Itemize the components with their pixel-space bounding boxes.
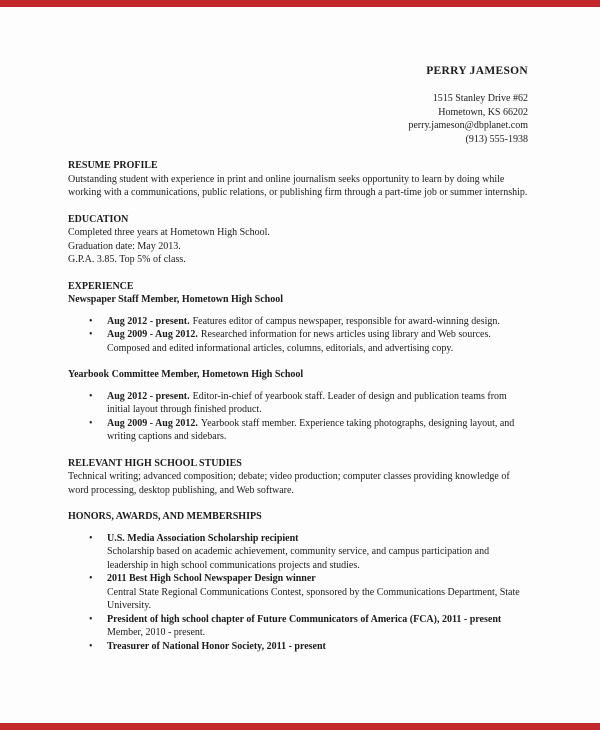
honors-item-detail: Member, 2010 - present. (107, 627, 206, 638)
honors-item-title: • U.S. Media Association Scholarship recipient (107, 532, 299, 544)
section-heading-experience: EXPERIENCE (68, 280, 134, 292)
resume-document (68, 64, 528, 653)
job-newspaper (68, 293, 528, 355)
address-line-2: Hometown, KS 66202 (438, 106, 528, 118)
education-line: G.P.A. 3.85. Top 5% of class. (68, 254, 186, 265)
studies-text: Technical writing; advanced composition; debate; video production; computer classes providing knowledge of word processing, desktop publishing, and Web software. (68, 471, 510, 496)
bullet-description: Researched information for news articles using library and Web sources. Composed and edited informational articles, columns, editorials, and advertising copy. (107, 329, 491, 354)
profile-text: Outstanding student with experience in print and online journalism seeks opportunity to learn by doing while working with a communications, public relations, or publishing firm through a part-time job or summer internship. (68, 173, 528, 198)
honors-item-title: • Treasurer of National Honor Society, 2011 - present (107, 640, 326, 652)
candidate-name: PERRY JAMESON (426, 65, 528, 77)
bullet-period: Aug 2012 - present. (107, 390, 190, 402)
honors-item (68, 572, 528, 613)
experience-bullet (68, 390, 528, 417)
education-line: Graduation date: May 2013. (68, 240, 181, 252)
section-heading-honors: HONORS, AWARDS, AND MEMBERSHIPS (68, 511, 262, 522)
honors-list (68, 532, 528, 654)
honors-item (68, 613, 528, 640)
bullet-description: Editor-in-chief of yearbook staff. Leader of design and publication teams from initial layout through finished product. (107, 390, 507, 415)
job-title: Newspaper Staff Member, Hometown High School (68, 294, 283, 305)
education-line: Completed three years at Hometown High School. (68, 227, 270, 238)
honors-item-title: • 2011 Best High School Newspaper Design winner (107, 573, 316, 584)
experience-bullet (68, 328, 528, 355)
section-heading-studies: RELEVANT HIGH SCHOOL STUDIES (68, 457, 242, 469)
honors-item-detail: Central State Regional Communications Contest, sponsored by the Communications Department, State University. (107, 586, 520, 611)
bullet-period: Aug 2009 - Aug 2012. (107, 417, 198, 429)
experience-bullet-list (68, 390, 528, 444)
honors-item-title: • President of high school chapter of Future Communicators of America (FCA), 2011 - present (107, 613, 502, 625)
job-yearbook (68, 368, 528, 444)
bottom-accent-bar (0, 723, 600, 730)
section-heading-profile: RESUME PROFILE (68, 160, 158, 171)
top-accent-bar (0, 0, 600, 7)
experience-bullet-list (68, 315, 528, 356)
honors-item (68, 640, 528, 654)
job-title: Yearbook Committee Member, Hometown High School (68, 369, 304, 380)
honors-item-detail: Scholarship based on academic achievement, community service, and campus participation and leadership in high school communications projects and studies. (107, 546, 490, 571)
section-heading-education: EDUCATION (68, 213, 129, 225)
experience-bullet (68, 417, 528, 444)
phone-number: (913) 555-1938 (465, 133, 528, 145)
bullet-description: Features editor of campus newspaper, responsible for award-winning design. (192, 315, 500, 327)
experience-bullet (68, 315, 528, 329)
bullet-period: Aug 2012 - present. (107, 315, 190, 327)
bullet-period: Aug 2009 - Aug 2012. (107, 329, 198, 340)
address-line-1: 1515 Stanley Drive #62 (432, 93, 528, 104)
bullet-description: Yearbook staff member. Experience taking photographs, designing layout, and writing captions and sidebars. (107, 417, 515, 442)
email-address: perry.jameson@dbplanet.com (408, 120, 528, 131)
honors-item (68, 532, 528, 573)
contact-block (68, 64, 528, 146)
